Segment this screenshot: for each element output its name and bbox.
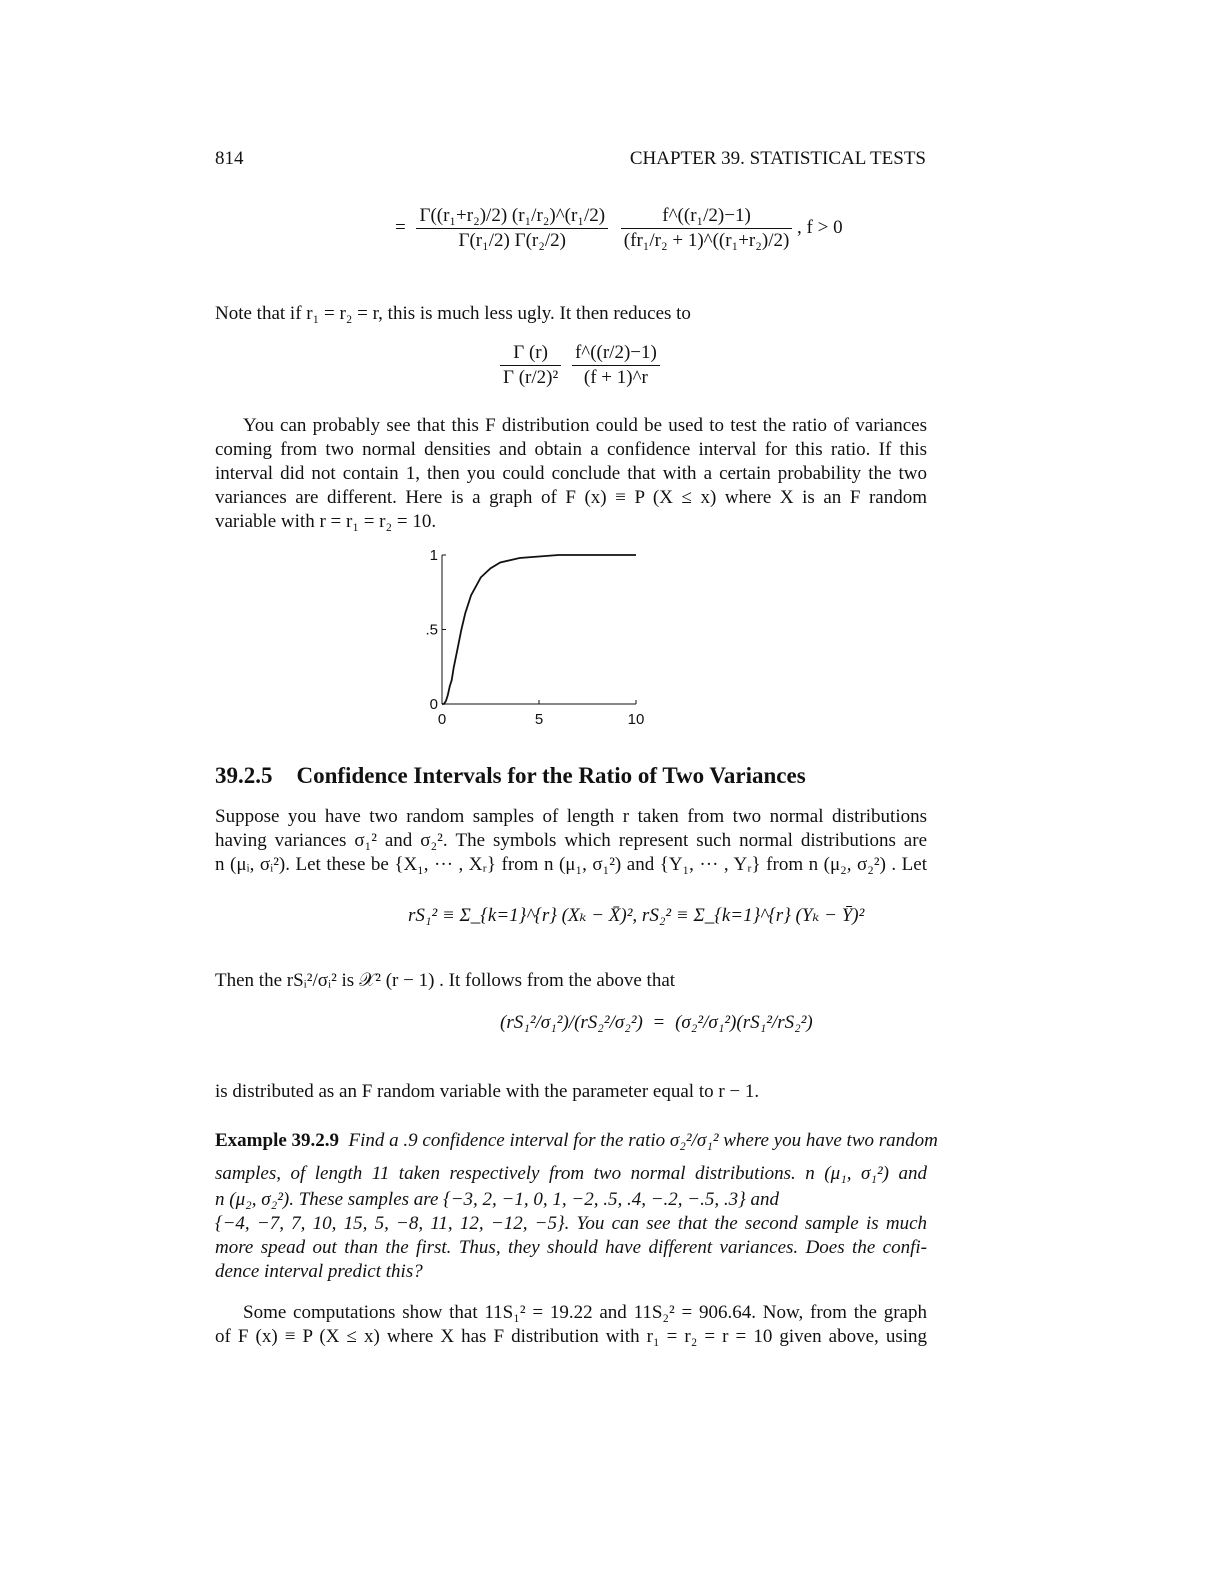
example-label: Example 39.2.9 — [215, 1130, 340, 1151]
section-heading — [215, 763, 806, 789]
eq2-denominator-a: Γ (r/2)² — [503, 367, 559, 388]
eq4-lhs: (rS₁²/σ₁²)/(rS₂²/σ₂²) — [500, 1012, 643, 1033]
paragraph-line: variable with r = r₁ = r₂ = 10. — [215, 511, 437, 532]
example-line: dence interval predict this? — [215, 1261, 423, 1282]
y-tick-label: .5 — [425, 621, 438, 639]
x-tick-label: 0 — [437, 711, 447, 728]
section-number: 39.2.5 — [215, 763, 273, 788]
paragraph-line: n (μᵢ, σᵢ²). Let these be {X₁, ··· , Xᵣ} from n (μ₁, σ₁²) and {Y₁, ··· , Yᵣ} from n (μ₂, σ₂²) . Let — [215, 854, 927, 875]
example-line: {−4, −7, 7, 10, 15, 5, −8, 11, 12, −12, −5}. You can see that the second sample is much — [215, 1213, 927, 1234]
paragraph-line: having variances σ₁² and σ₂². The symbols which represent such normal distributions are — [215, 830, 927, 851]
text-then-line: Then the rSᵢ²/σᵢ² is 𝒳² (r − 1) . It follows from the above that — [215, 970, 676, 991]
eq1-condition: , f > 0 — [797, 216, 843, 238]
x-tick-label: 5 — [534, 711, 544, 728]
x-tick-label: 10 — [627, 711, 645, 728]
eq1-f-numerator: f^((r₁/2)−1) — [621, 205, 793, 229]
text-distributed-line: is distributed as an F random variable with the parameter equal to r − 1. — [215, 1081, 760, 1102]
paragraph-line: You can probably see that this F distribution could be used to test the ratio of variances — [243, 415, 927, 436]
paragraph-line: of F (x) ≡ P (X ≤ x) where X has F distribution with r₁ = r₂ = r = 10 given above, using — [215, 1326, 927, 1347]
example-line: n (μ₂, σ₂²). These samples are {−3, 2, −1, 0, 1, −2, .5, .4, −.2, −.5, .3} and — [215, 1189, 779, 1210]
running-header: CHAPTER 39. STATISTICAL TESTS — [629, 148, 926, 169]
cdf-series-line — [442, 555, 636, 704]
paragraph-line: variances are different. Here is a graph of F (x) ≡ P (X ≤ x) where X is an F random — [215, 487, 927, 508]
equation-sum-of-squares: rS₁² ≡ Σ_{k=1}^{r} (Xₖ − X̄)², rS₂² ≡ Σ_{k=1}^{r} (Yₖ − Ȳ)² — [408, 905, 865, 926]
eq2-denominator-b: (f + 1)^r — [583, 367, 648, 388]
eq1-f-denominator: (fr₁/r₂ + 1)^((r₁+r₂)/2) — [623, 230, 790, 251]
eq2-numerator-b: f^((r/2)−1) — [572, 342, 660, 366]
eq1-gamma-denominator: Γ(r₁/2) Γ(r₂/2) — [458, 230, 566, 251]
example-line: more spead out than the first. Thus, they should have different variances. Does the confi- — [215, 1237, 927, 1258]
equation-ratio: (rS₁²/σ₁²)/(rS₂²/σ₂²) = (σ₂²/σ₁²)(rS₁²/rS₂²) — [500, 1012, 813, 1033]
eq2-numerator-a: Γ (r) — [500, 342, 561, 366]
section-title: Confidence Intervals for the Ratio of Two Variances — [296, 763, 806, 788]
example-line: samples, of length 11 taken respectively from two normal distributions. n (μ₁, σ₁²) and — [215, 1163, 927, 1184]
paragraph-line: coming from two normal densities and obtain a confidence interval for this ratio. If this — [215, 439, 927, 460]
text-note-line: Note that if r₁ = r₂ = r, this is much less ugly. It then reduces to — [215, 303, 691, 324]
y-tick-label: 1 — [429, 547, 438, 564]
equation-f-density: = $\frac{\text{Γ((r₁+r₂)/2) (r₁/r₂)\textasciicircum{}(r₁/2)}}{\text{Γ(r₁/2) Γ(r₂/2)}}$ $\frac{\text{f\textasciicircum{}((r₁/2)−1)}}{\text{(fr₁/r₂ + 1)\textasciicircum{}((r₁+r₂)/2)}}$ , f > 0 — [395, 205, 843, 251]
example-first-line — [215, 1129, 938, 1153]
example-line: Find a .9 confidence interval for the ratio σ₂²/σ₁² where you have two random — [348, 1130, 938, 1151]
eq1-gamma-numerator: Γ((r₁+r₂)/2) (r₁/r₂)^(r₁/2) — [416, 205, 608, 229]
page-number: 814 — [215, 148, 244, 169]
paragraph-line: Suppose you have two random samples of length r taken from two normal distributions — [215, 806, 927, 827]
paragraph-line: Some computations show that 11S₁² = 19.22 and 11S₂² = 906.64. Now, from the graph — [243, 1302, 927, 1323]
equation-reduced — [500, 342, 660, 389]
paragraph-line: interval did not contain 1, then you could conclude that with a certain probability the two — [215, 463, 927, 484]
eq4-rhs: (σ₂²/σ₁²)(rS₁²/rS₂²) — [675, 1012, 813, 1033]
cdf-chart — [410, 540, 670, 740]
y-tick-label: 0 — [429, 696, 438, 713]
